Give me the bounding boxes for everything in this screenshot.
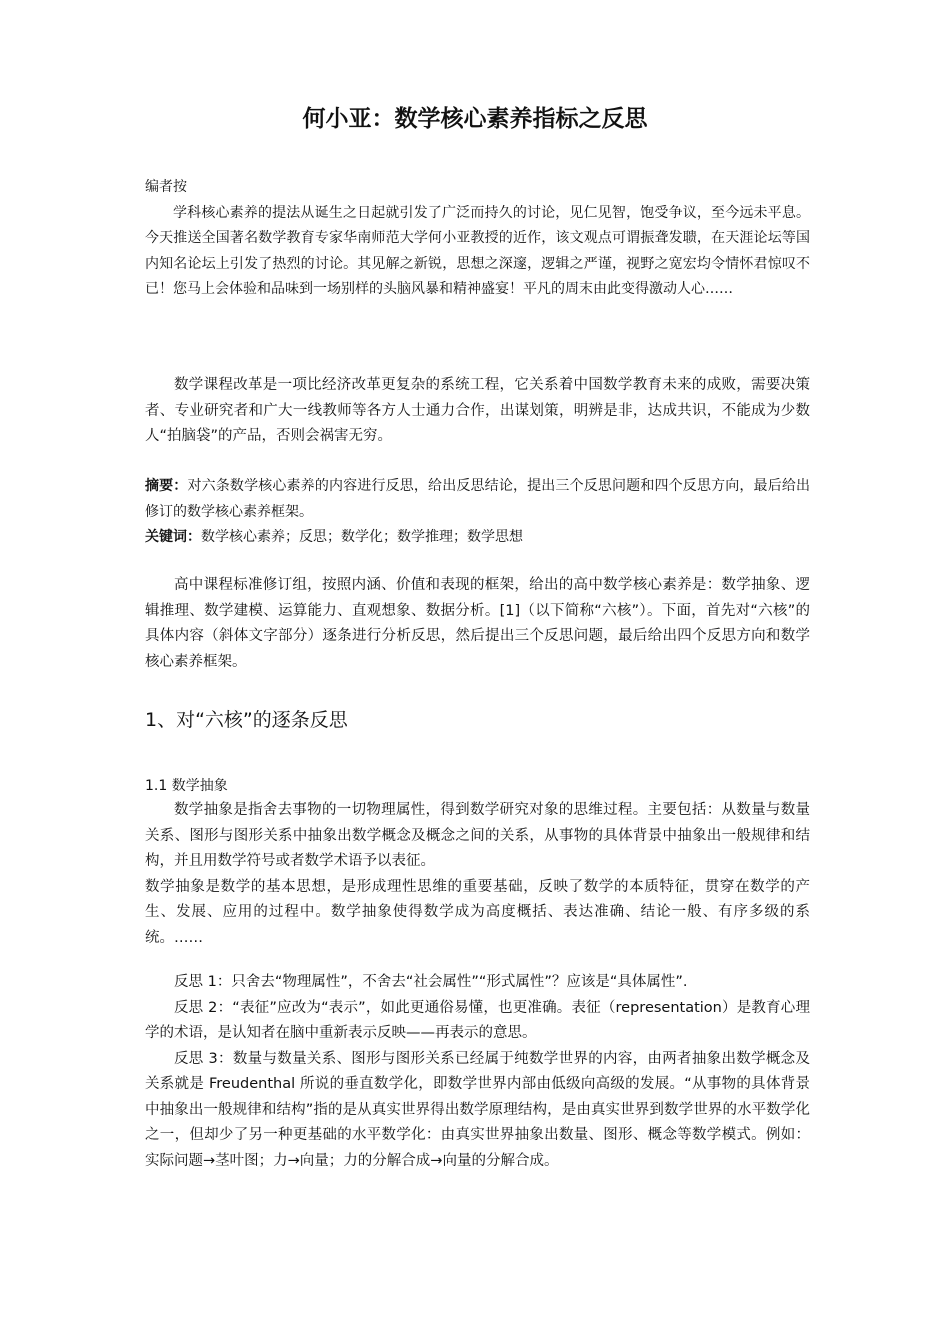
abstract-label: 摘要： xyxy=(145,478,188,494)
subsection-body xyxy=(145,798,810,951)
keywords-text: 数学核心素养；反思；数学化；数学推理；数学思想 xyxy=(201,529,523,545)
reflection-2: 反思 2：“表征”应改为“表示”，如此更通俗易懂，也更准确。表征（representation）是教育心理学的术语，是认知者在脑中重新表示反映——再表示的意思。 xyxy=(145,999,810,1041)
intro-paragraph xyxy=(145,373,810,450)
para1-text: 高中课程标准修订组，按照内涵、价值和表现的框架，给出的高中数学核心素养是：数学抽象、逻辑推理、数学建模、运算能力、直观想象、数据分析。[1]（以下简称“六核”）。下面，首先对“六核”的具体内容（斜体文字部分）逐条进行分析反思，然后提出三个反思问题，最后给出四个反思方向和数学核心素养框架。 xyxy=(145,577,810,670)
document-title: 何小亚：数学核心素养指标之反思 xyxy=(302,106,648,132)
sub-para2-text: 数学抽象是数学的基本思想，是形成理性思维的重要基础，反映了数学的本质特征，贯穿在数学的产生、发展、应用的过程中。数学抽象使得数学成为高度概括、表达准确、结论一般、有序多级的系统。…… xyxy=(145,878,810,946)
section-intro-paragraph xyxy=(145,573,810,675)
reflection-3: 反思 3：数量与数量关系、图形与图形关系已经属于纯数学世界的内容，由两者抽象出数学概念及关系就是 Freudenthal 所说的垂直数学化，即数学世界内部由低级向高级的发展。“从事物的具体背景中抽象出一般规律和结构”指的是从真实世界得出数学原理结构，是由真实世界到数学世界的水平数学化之一，但却少了另一种更基础的水平数学化：由真实世界抽象出数量、图形、概念等数学模式。例如：实际问题→茎叶图；力→向量；力的分解合成→向量的分解合成。 xyxy=(145,1050,810,1169)
reflection-1: 反思 1：只舍去“物理属性”，不舍去“社会属性”“形式属性”？应该是“具体属性”. xyxy=(174,974,688,990)
editor-note-label: 编者按 xyxy=(145,179,187,195)
sub-para1-text: 数学抽象是指舍去事物的一切物理属性，得到数学研究对象的思维过程。主要包括：从数量与数量关系、图形与图形关系中抽象出数学概念及概念之间的关系，从事物的具体背景中抽象出一般规律和结构，并且用数学符号或者数学术语予以表征。 xyxy=(145,802,810,869)
abstract-text: 对六条数学核心素养的内容进行反思，给出反思结论，提出三个反思问题和四个反思方向，最后给出修订的数学核心素养框架。 xyxy=(145,478,811,520)
abstract-block xyxy=(145,474,810,551)
abstract-paragraph xyxy=(145,474,810,525)
section-heading: 1、对“六核”的逐条反思 xyxy=(145,709,348,731)
editor-note-text: 学科核心素养的提法从诞生之日起就引发了广泛而持久的讨论，见仁见智，饱受争议，至今远未平息。今天推送全国著名数学教育专家华南师范大学何小亚教授的近作，该文观点可谓振聋发聩，在天涯论坛等国内知名论坛上引发了热烈的讨论。其见解之新锐，思想之深邃，逻辑之严谨，视野之宽宏均令情怀君惊叹不已！您马上会体验和品味到一场别样的头脑风暴和精神盛宴！平凡的周末由此变得激动人心…… xyxy=(145,204,810,297)
keywords-paragraph xyxy=(145,525,810,551)
keywords-label: 关键词： xyxy=(145,529,201,545)
editor-note xyxy=(145,175,810,303)
intro-text: 数学课程改革是一项比经济改革更复杂的系统工程，它关系着中国数学教育未来的成败，需要决策者、专业研究者和广大一线教师等各方人士通力合作，出谋划策，明辨是非，达成共识，不能成为少数人“拍脑袋”的产品，否则会祸害无穷。 xyxy=(145,377,810,444)
reflections xyxy=(145,970,810,1174)
subsection-heading: 1.1 数学抽象 xyxy=(145,778,228,794)
